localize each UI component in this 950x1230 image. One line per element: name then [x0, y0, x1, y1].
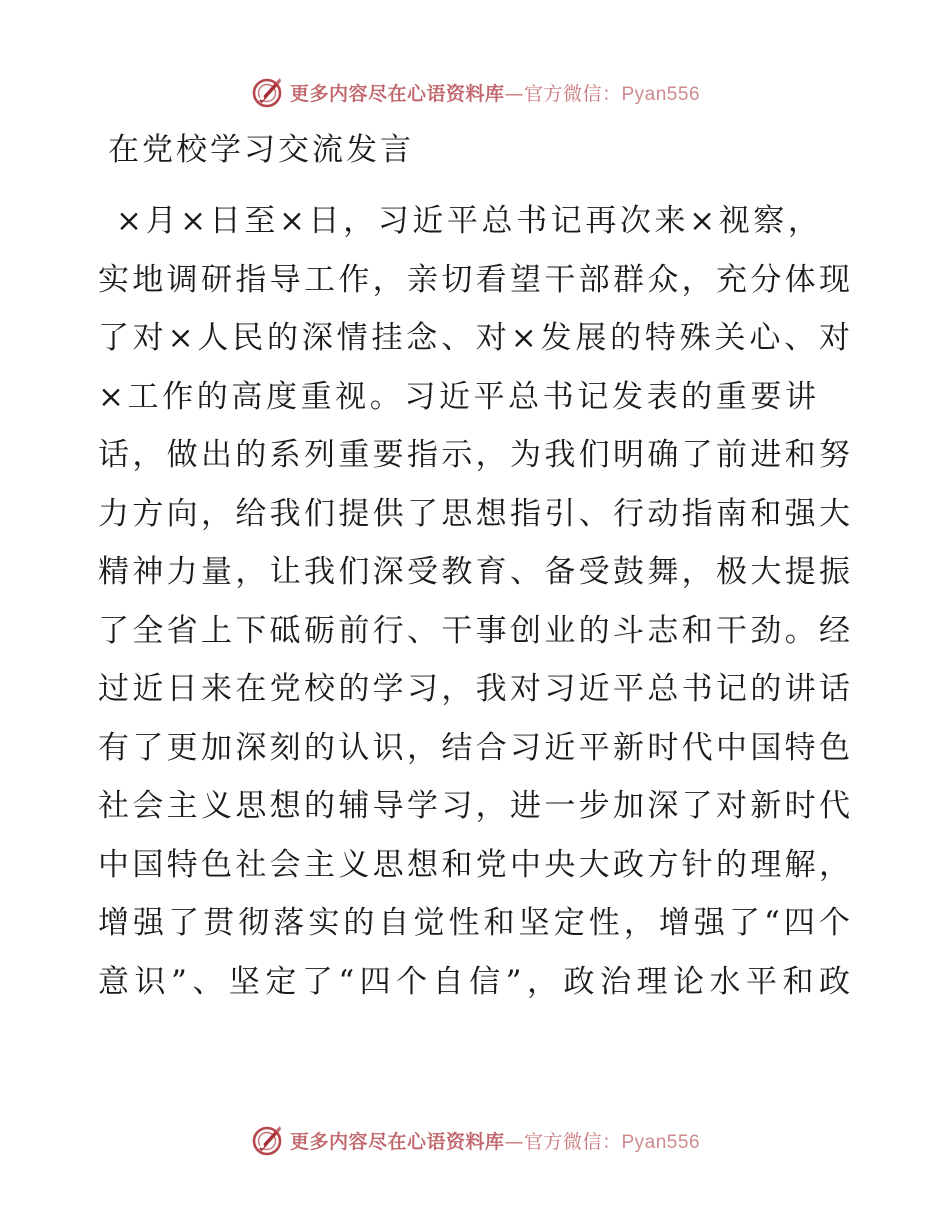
body-line: 有了更加深刻的认识，结合习近平新时代中国特色	[98, 729, 850, 766]
watermark-text	[290, 79, 700, 106]
quill-pen-logo-icon	[250, 1123, 284, 1157]
body-line: 意识”、坚定了“四个自信”，政治理论水平和政	[98, 963, 850, 1000]
quill-pen-logo-icon	[250, 75, 284, 109]
header-watermark	[0, 72, 950, 112]
body-line: 了对×人民的深情挂念、对×发展的特殊关心、对	[98, 320, 850, 356]
footer-watermark	[0, 1120, 950, 1160]
document-body	[98, 192, 850, 1011]
body-line: 过近日来在党校的学习，我对习近平总书记的讲话	[98, 671, 850, 707]
watermark-account: Pyan556	[621, 83, 701, 105]
watermark-text	[290, 1127, 700, 1154]
watermark-separator: —	[504, 82, 524, 105]
body-line: 了全省上下砥砺前行、干事创业的斗志和干劲。经	[98, 612, 850, 649]
body-line: 实地调研指导工作，亲切看望干部群众，充分体现	[98, 261, 850, 298]
document-title: 在党校学习交流发言	[108, 132, 414, 168]
watermark-channel-text: 官方微信：	[523, 82, 622, 105]
body-line: ×工作的高度重视。习近平总书记发表的重要讲	[98, 378, 820, 415]
body-line: 精神力量，让我们深受教育、备受鼓舞，极大提振	[98, 554, 850, 590]
body-line: ×月×日至×日，习近平总书记再次来×视察，	[116, 203, 823, 239]
watermark-main-text: 更多内容尽在心语资料库	[289, 1130, 505, 1153]
watermark-channel-text: 官方微信：	[523, 1130, 622, 1153]
watermark-separator: —	[504, 1130, 524, 1153]
body-line: 中国特色社会主义思想和党中央大政方针的理解，	[98, 846, 850, 883]
body-line: 社会主义思想的辅导学习，进一步加深了对新时代	[98, 788, 850, 824]
body-line: 增强了贯彻落实的自觉性和坚定性，增强了“四个	[98, 905, 850, 941]
body-line: 力方向，给我们提供了思想指引、行动指南和强大	[98, 495, 850, 532]
watermark-account: Pyan556	[621, 1131, 701, 1153]
body-line: 话，做出的系列重要指示，为我们明确了前进和努	[98, 437, 850, 473]
watermark-main-text: 更多内容尽在心语资料库	[289, 82, 505, 105]
